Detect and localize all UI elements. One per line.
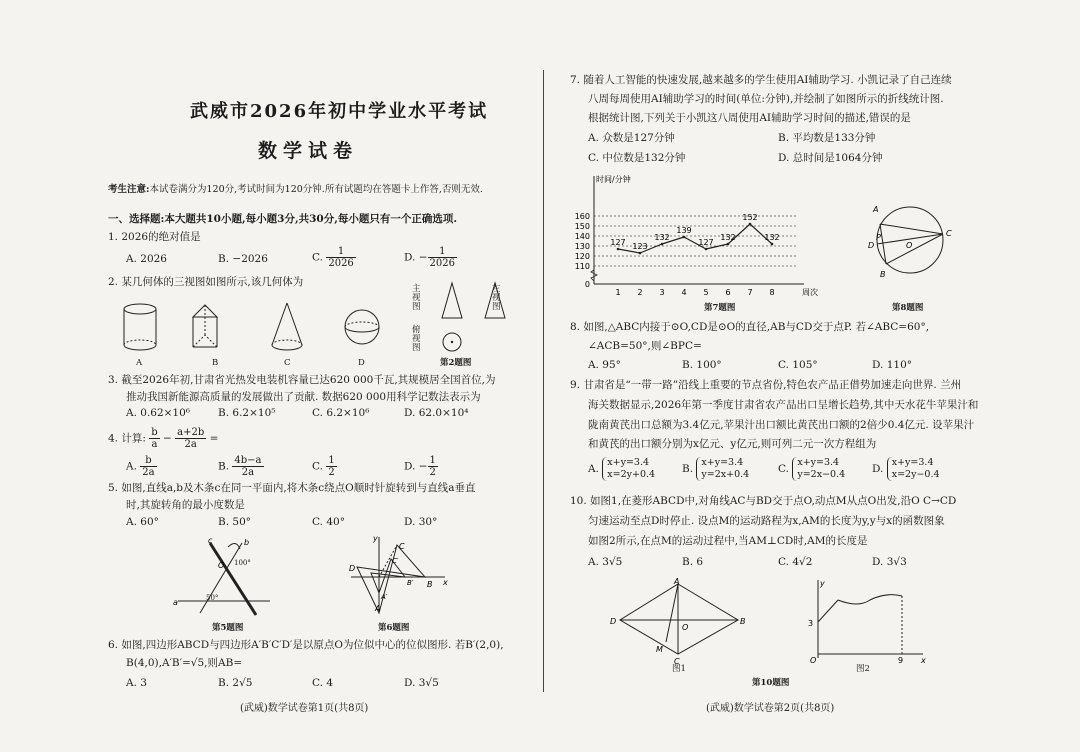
exam-subtitle: 数学试卷 [258, 140, 359, 162]
svg-text:C′: C′ [392, 557, 399, 565]
question-7-line1: 7. 随着人工智能的快速发展,越来越多的学生使用AI辅助学习. 小凯记录了自己连续 [570, 74, 952, 86]
q2-label-b: B [212, 358, 219, 368]
q1-option-b: B. −2026 [218, 253, 268, 265]
q9-option-d: D. x+y=3.4 x=2y−0.4 [872, 457, 940, 480]
data-point [661, 243, 664, 246]
sphere-figure [345, 310, 379, 344]
y-tick-label: 120 [574, 252, 590, 261]
data-label: 132 [654, 233, 670, 242]
question-9-line3: 陇南黄芪出口总额为3.4亿元,苹果汁出口额比黄芪出口额的2倍少0.4亿元. 设苹果汁 [588, 419, 975, 431]
y-tick-label: 110 [574, 262, 590, 271]
q2-solid-options [110, 295, 390, 375]
svg-text:3: 3 [808, 619, 814, 628]
svg-text:O: O [906, 241, 913, 250]
svg-text:a: a [173, 598, 178, 607]
q5-figure [170, 535, 280, 615]
question-5-line1: 5. 如图,直线a,b及木条c在同一平面内,将木条c绕点O顺时针旋转到与直线a垂直 [108, 482, 476, 494]
data-label: 127 [698, 238, 714, 247]
q6-option-c: C. 4 [312, 677, 334, 689]
q7-caption: 第7题图 [704, 303, 736, 313]
top-view-label: 俯视图 [412, 325, 421, 353]
data-point [617, 248, 620, 251]
question-6-line1: 6. 如图,四边形ABCD与四边形A′B′C′D′是以原点O为位似中心的位似图形. 若B′(2,0), [108, 639, 504, 651]
q8-option-b: B. 100° [682, 359, 722, 371]
data-point [771, 243, 774, 246]
q4-option-d: D. − $\frac{1}{2}$ [404, 455, 436, 478]
q10-option-a: A. 3√5 [588, 556, 623, 568]
q7-option-a: A. 众数是127分钟 [588, 132, 675, 144]
data-label: 127 [610, 238, 626, 247]
svg-text:A′: A′ [381, 593, 388, 601]
svg-text:A: A [375, 604, 381, 613]
q3-option-c: C. 6.2×10⁶ [312, 407, 370, 419]
data-label: 123 [632, 242, 648, 251]
q8-caption: 第8题图 [892, 303, 924, 313]
q2-label-c: C [284, 358, 291, 368]
svg-text:y: y [820, 579, 825, 588]
question-10-line1: 10. 如图1,在菱形ABCD中,对角线AC与BD交于点O,动点M从点O出发,沿O C→CD [570, 495, 957, 507]
svg-text:O: O [682, 623, 689, 632]
question-4-stem: 4. 计算: $\frac{b}{a}$ − $\frac{a+2b}{2a}$ = [108, 427, 219, 450]
svg-text:b: b [244, 538, 250, 547]
q5-option-d: D. 30° [404, 516, 438, 528]
section-heading: 一、选择题:本大题共10小题,每小题3分,共30分,每小题只有一个正确选项. [108, 213, 458, 225]
fig1-label: 图1 [672, 664, 686, 674]
fig2-label: 图2 [856, 664, 870, 674]
q4-option-c: C. $\frac{1}{2}$ [312, 455, 335, 478]
svg-text:B′: B′ [407, 579, 414, 587]
cylinder-figure [124, 304, 156, 350]
y-tick-label: 150 [574, 222, 590, 231]
data-point [639, 252, 642, 255]
svg-text:O: O [810, 656, 817, 665]
svg-text:B: B [740, 617, 746, 626]
q10-option-c: C. 4√2 [778, 556, 813, 568]
svg-text:C: C [399, 542, 405, 551]
q2-three-views [410, 280, 520, 360]
x-tick-label: 7 [747, 288, 753, 297]
svg-text:D: D [868, 241, 875, 250]
svg-text:C: C [674, 657, 680, 666]
q8-figure [866, 198, 966, 288]
question-8-line1: 8. 如图,△ABC内接于⊙O,CD是⊙O的直径,AB与CD交于点P. 若∠ABC=60°, [570, 321, 930, 333]
data-point [749, 223, 752, 226]
q2-caption: 第2题图 [440, 358, 472, 368]
exam-title: 武威市2026年初中学业水平考试 [190, 101, 489, 122]
question-7-line2: 八周每周使用AI辅助学习的时间(单位:分钟),并绘制了如图所示的折线统计图. [588, 93, 944, 105]
q5-option-c: C. 40° [312, 516, 345, 528]
main-view-label: 主视图 [412, 284, 421, 312]
q9-option-a: A. x+y=3.4 x=2y+0.4 [588, 457, 656, 480]
q6-caption: 第6题图 [378, 623, 410, 633]
q8-option-d: D. 110° [872, 359, 913, 371]
question-10-line2: 匀速运动至点D时停止. 设点M的运动路程为x,AM的长度为y,y与x的函数图象 [588, 515, 945, 527]
data-label: 132 [764, 233, 780, 242]
svg-text:y: y [373, 534, 378, 543]
q1-option-a: A. 2026 [126, 253, 167, 265]
svg-text:9: 9 [898, 656, 904, 665]
q10-caption: 第10题图 [752, 678, 790, 688]
page-footer-2: (武威)数学试卷第2页(共8页) [706, 703, 835, 714]
y-tick-label: 160 [574, 212, 590, 221]
q10-option-b: B. 6 [682, 556, 704, 568]
q2-label-a: A [136, 358, 143, 368]
question-3-line1: 3. 截至2026年初,甘肃省光热发电装机容量已达620 000千瓦,其规模居全国首位,为 [108, 374, 496, 386]
svg-text:M: M [656, 645, 663, 654]
data-point [727, 243, 730, 246]
q4-option-b: B. $\frac{4b-a}{2a}$ [218, 455, 262, 478]
angle-100-label: 100° [234, 559, 251, 567]
q3-option-d: D. 62.0×10⁴ [404, 407, 469, 419]
question-9-line1: 9. 甘肃省是“一带一路”沿线上重要的节点省份,特色农产品正借势加速走向世界. 兰州 [570, 379, 962, 391]
y-tick-label: 130 [574, 242, 590, 251]
q1-option-d: D. − $\frac{1}{2026}$ [404, 246, 455, 269]
question-1-stem: 1. 2026的绝对值是 [108, 231, 201, 243]
q6-option-b: B. 2√5 [218, 677, 253, 689]
y-tick-label: 0 [584, 280, 590, 289]
x-tick-label: 1 [615, 288, 621, 297]
q6-figure [345, 535, 450, 615]
svg-text:C: C [946, 229, 952, 238]
question-8-line2: ∠ACB=50°,则∠BPC= [588, 340, 702, 352]
q6-option-d: D. 3√5 [404, 677, 439, 689]
page-footer-1: (武威)数学试卷第1页(共8页) [240, 703, 369, 714]
q10-function-graph [808, 578, 928, 665]
cone-figure [272, 303, 302, 350]
q4-option-a: A. $\frac{b}{2a}$ [126, 455, 155, 478]
exam-page-2 [546, 0, 1080, 752]
q5-option-b: B. 50° [218, 516, 252, 528]
q3-option-b: B. 6.2×10⁵ [218, 407, 276, 419]
q9-option-b: B. x+y=3.4 y=2x+0.4 [682, 457, 750, 480]
question-2-stem: 2. 某几何体的三视图如图所示,该几何体为 [108, 276, 304, 288]
question-9-line4: 和黄芪的出口额分别为x亿元、y亿元,则可列二元一次方程组为 [588, 438, 877, 450]
data-point [705, 248, 708, 251]
q5-caption: 第5题图 [212, 623, 244, 633]
exam-notice: 考生注意:本试卷满分为120分,考试时间为120分钟.所有试题均在答题卡上作答,否则无效. [108, 184, 483, 195]
x-axis-label: 周次 [802, 288, 818, 297]
prism-figure [193, 305, 217, 347]
q6-option-a: A. 3 [126, 677, 147, 689]
q7-option-c: C. 中位数是132分钟 [588, 152, 686, 164]
data-label: 139 [676, 226, 692, 235]
svg-text:A: A [674, 577, 680, 586]
q8-option-c: C. 105° [778, 359, 818, 371]
data-point [683, 236, 686, 239]
svg-text:D: D [610, 617, 617, 626]
data-label: 132 [720, 233, 736, 242]
data-label: 152 [742, 213, 758, 222]
x-tick-label: 3 [659, 288, 665, 297]
x-tick-label: 5 [703, 288, 709, 297]
q9-option-c: C. x+y=3.4 y=2x−0.4 [778, 457, 846, 480]
q7-option-b: B. 平均数是133分钟 [778, 132, 876, 144]
q10-option-d: D. 3√3 [872, 556, 907, 568]
page-divider [543, 70, 544, 692]
svg-text:P: P [876, 233, 881, 242]
svg-text:B: B [427, 580, 433, 589]
svg-text:x: x [443, 578, 448, 587]
q1-option-c: C. $\frac{1}{2026}$ [312, 246, 354, 269]
x-tick-label: 2 [637, 288, 643, 297]
q5-option-a: A. 60° [126, 516, 159, 528]
left-view-label: 左视图 [492, 284, 501, 312]
svg-text:x: x [921, 656, 926, 665]
svg-text:c: c [208, 536, 213, 545]
question-6-line2: B(4,0),A′B′=√5,则AB= [126, 657, 243, 669]
svg-text:D: D [349, 564, 356, 573]
svg-text:O: O [218, 561, 225, 570]
q3-option-a: A. 0.62×10⁶ [126, 407, 191, 419]
y-axis-label: 时间/分钟 [596, 175, 631, 184]
q8-option-a: A. 95° [588, 359, 621, 371]
x-tick-label: 8 [769, 288, 775, 297]
question-3-line2: 推动我国新能源高质量的发展做出了贡献. 数据620 000用科学记数法表示为 [126, 391, 481, 403]
q2-label-d: D [358, 358, 365, 368]
q7-line-chart [564, 172, 854, 300]
question-9-line2: 海关数据显示,2026年第一季度甘肃省农产品出口呈增长趋势,其中天水花牛苹果汁和 [588, 399, 979, 411]
question-10-line3: 如图2所示,在点M的运动过程中,当AM⊥CD时,AM的长度是 [588, 535, 868, 547]
q10-rhombus-figure [610, 577, 746, 666]
angle-50-label: 50° [206, 594, 219, 602]
x-tick-label: 6 [725, 288, 731, 297]
question-7-line3: 根据统计图,下列关于小凯这八周使用AI辅助学习时间的描述,错误的是 [588, 112, 911, 124]
svg-text:B: B [880, 270, 886, 279]
question-5-line2: 时,其旋转角的最小度数是 [126, 499, 245, 511]
svg-text:A: A [873, 205, 879, 214]
q7-option-d: D. 总时间是1064分钟 [778, 152, 883, 164]
x-tick-label: 4 [681, 288, 687, 297]
y-tick-label: 140 [574, 232, 590, 241]
